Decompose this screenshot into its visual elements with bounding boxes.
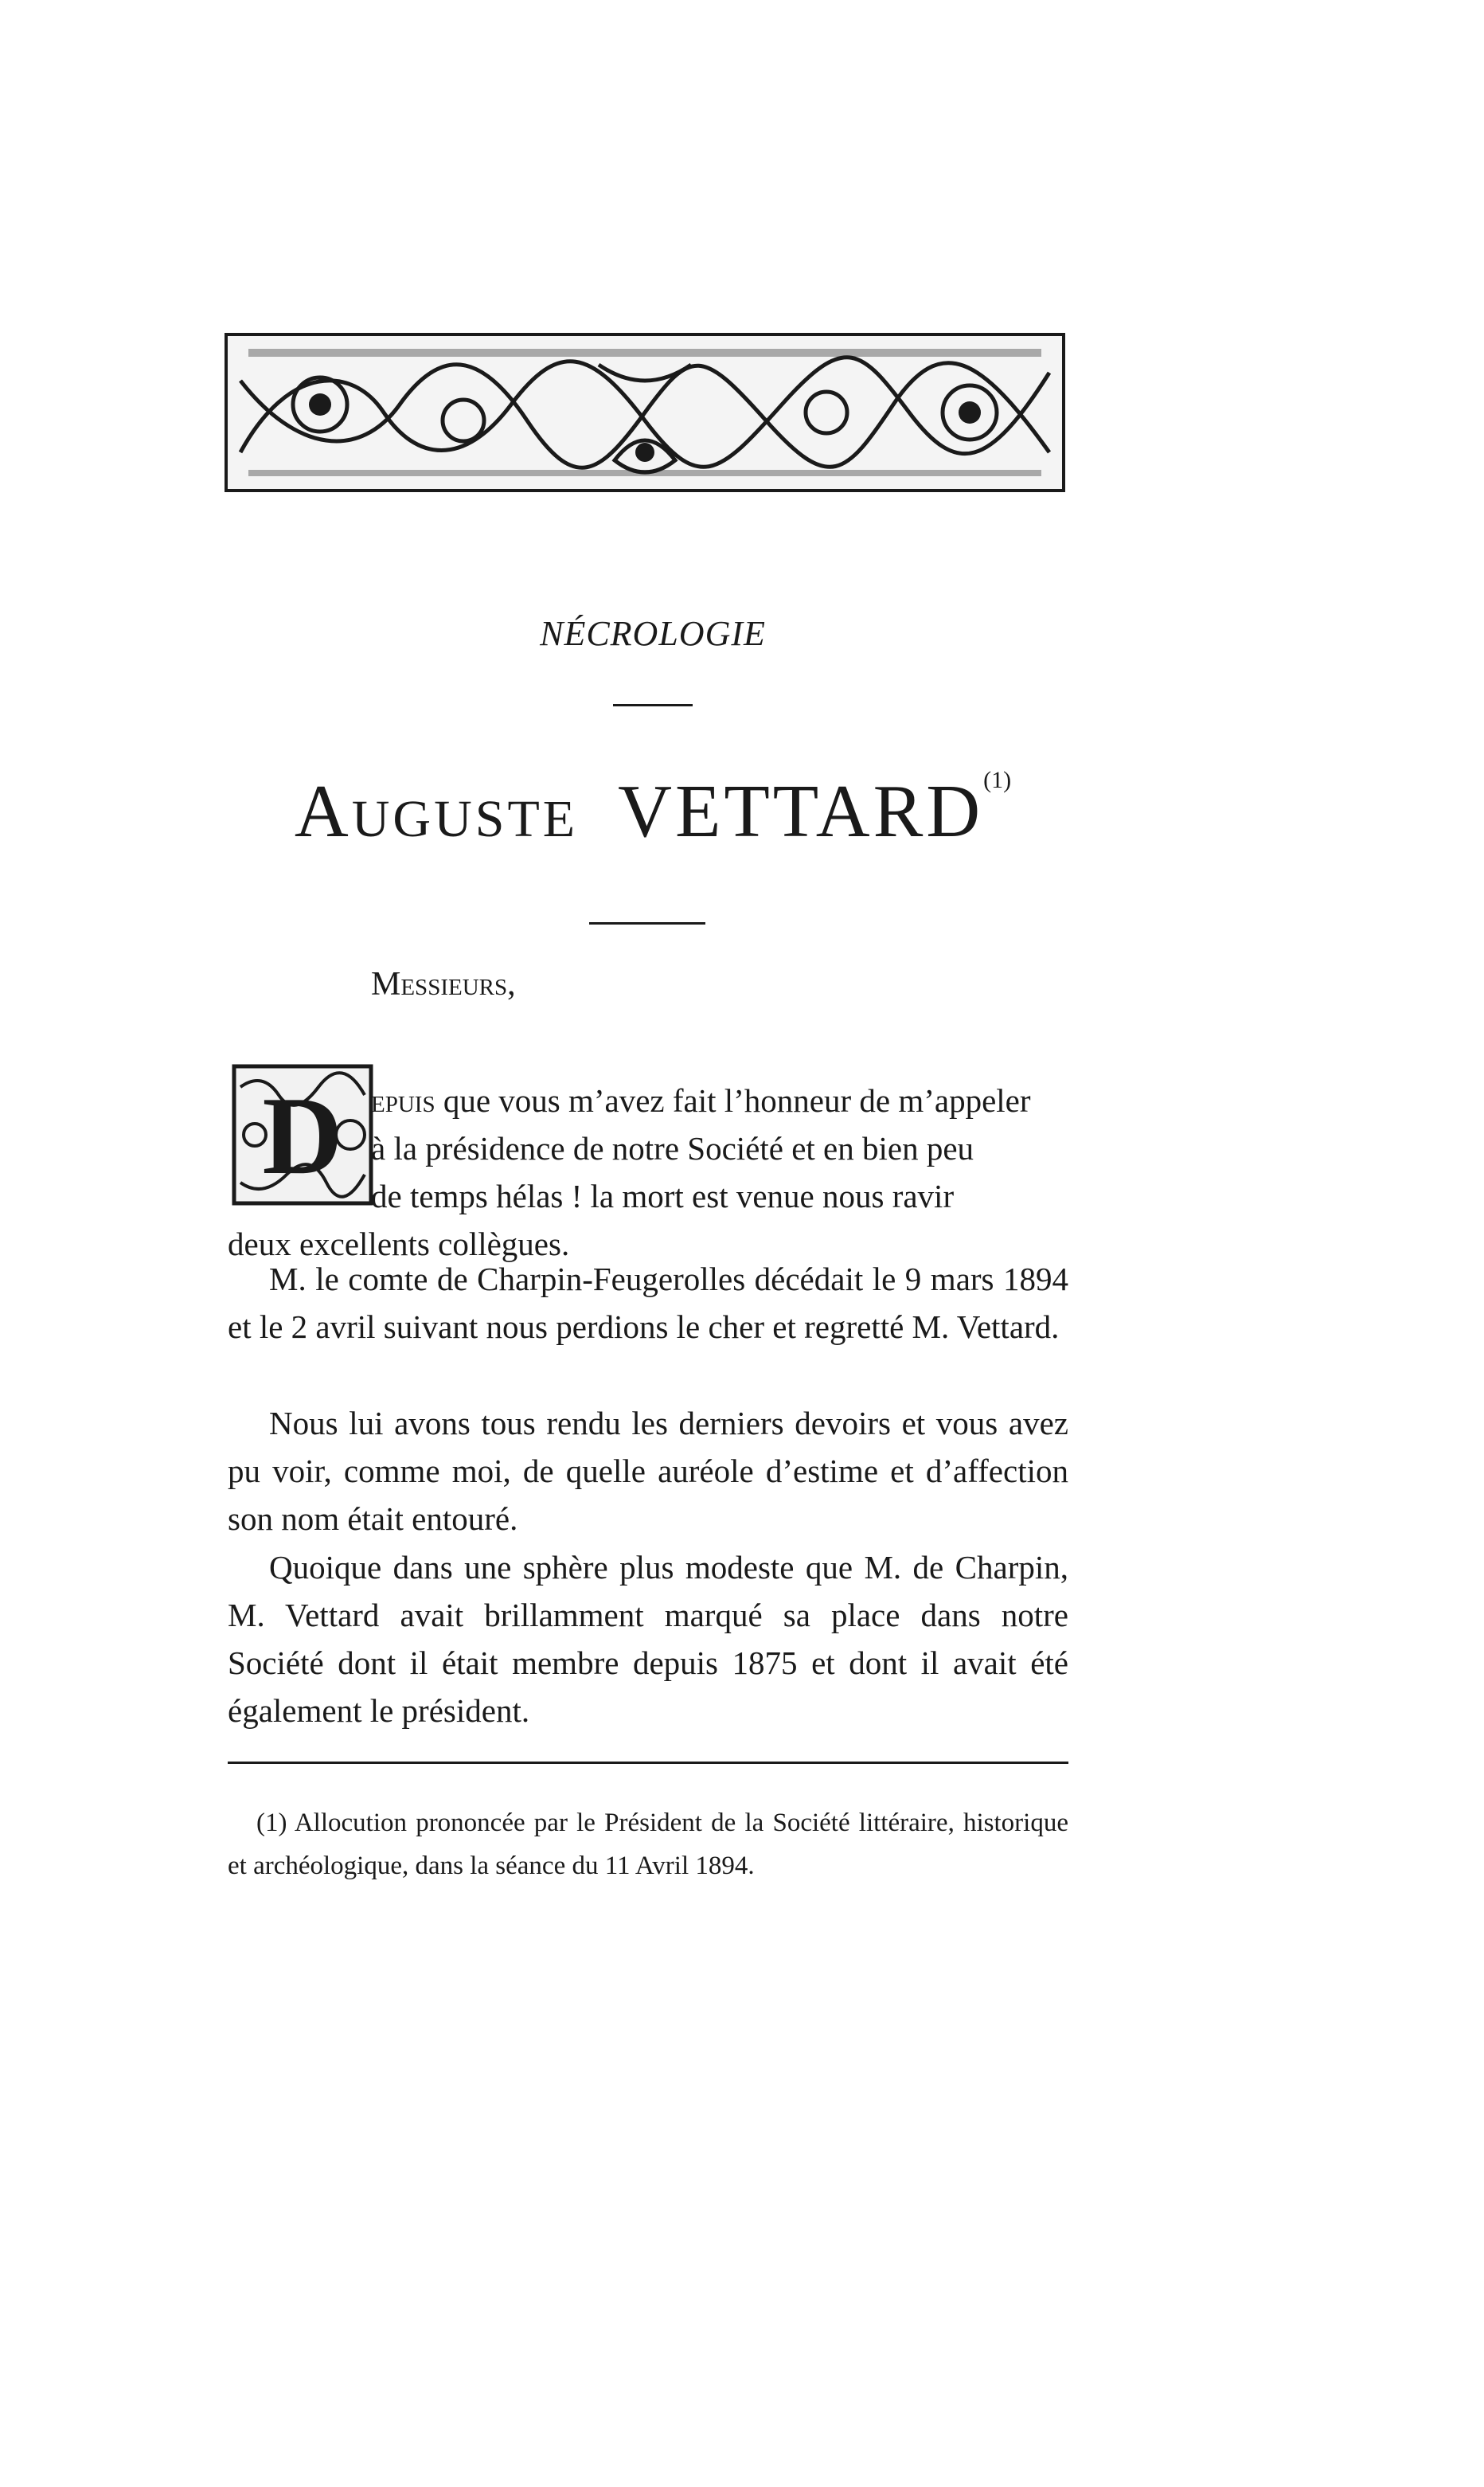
salutation: Messieurs, xyxy=(371,966,516,1003)
title-footnote-marker: (1) xyxy=(983,767,1012,793)
title-rule-top xyxy=(613,704,693,706)
paragraph-1-line-4: deux excellents collègues. xyxy=(228,1226,570,1262)
page-title xyxy=(0,768,1306,854)
ornamental-headpiece xyxy=(225,333,1065,492)
paragraph-2: M. le comte de Charpin-Feugerolles décédait le 9 mars 1894 et le 2 avril suivant nous perdions le cher et regretté M. Vettard. xyxy=(228,1261,1068,1345)
drop-cap-letter: D xyxy=(262,1074,343,1198)
paragraph-1-line-3: de temps hélas ! la mort est venue nous ravir xyxy=(371,1178,955,1214)
title-rule-bottom xyxy=(589,922,705,925)
paragraph-1-line-1 xyxy=(228,1077,1068,1124)
paragraph-1-line-2: à la présidence de notre Société et en bien peu xyxy=(371,1130,974,1167)
section-label: NÉCROLOGIE xyxy=(540,614,766,653)
paragraph-1-lead-caps: epuis xyxy=(371,1082,435,1119)
title-last-name: VETTARD xyxy=(618,770,984,853)
footnote: (1) Allocution prononcée par le Président de la Société littéraire, historique et archéologique, dans la séance du 11 Avril 1894. xyxy=(228,1809,1068,1880)
paragraph-4: Quoique dans une sphère plus modeste que M. de Charpin, M. Vettard avait brillamment marqué sa place dans notre Société dont il était membre depuis 1875 et dont il avait été également le président. xyxy=(228,1549,1068,1729)
title-first-name: Auguste xyxy=(294,770,579,853)
paragraph-1 xyxy=(228,1077,1068,1268)
footnote-separator xyxy=(228,1762,1068,1764)
paragraph-1-line-1-rest: que vous m’avez fait l’honneur de m’appeler xyxy=(435,1082,1031,1119)
paragraph-3: Nous lui avons tous rendu les derniers devoirs et vous avez pu voir, comme moi, de quelle auréole d’estime et d’affection son nom était entouré. xyxy=(228,1405,1068,1537)
